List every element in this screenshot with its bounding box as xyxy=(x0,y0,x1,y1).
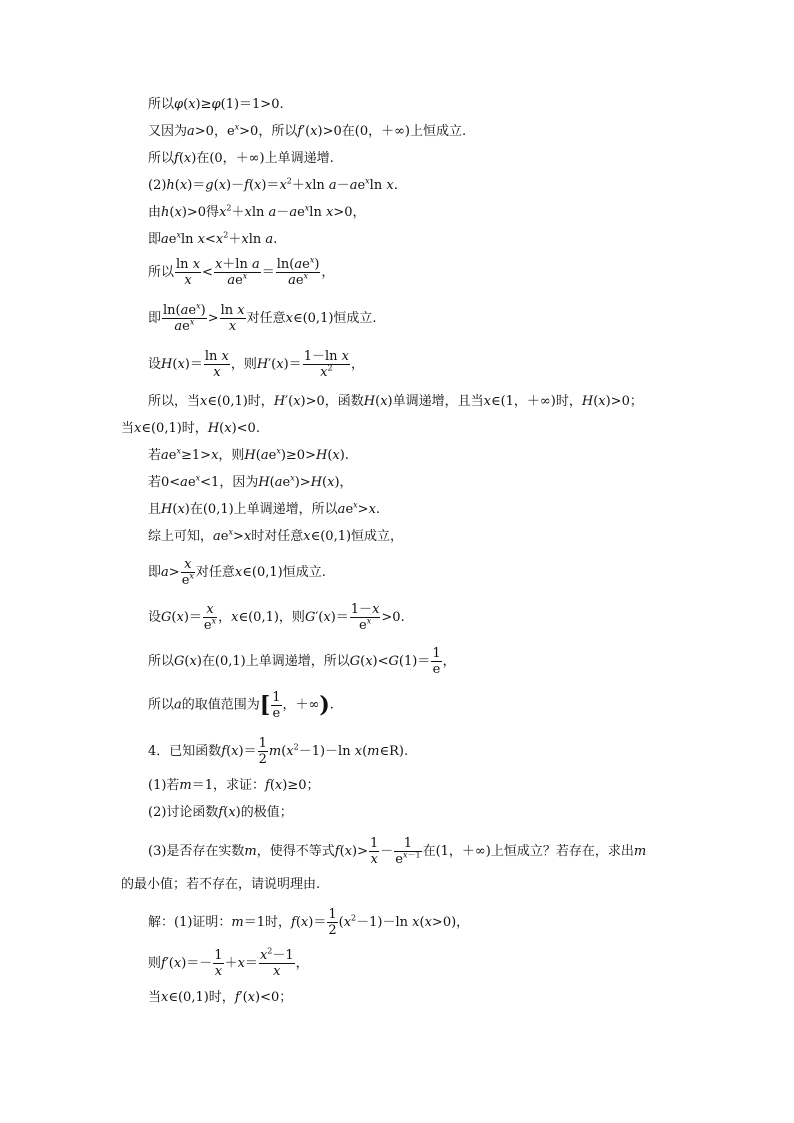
text-line: 所以f(x)在(0，＋∞)上单调递增. xyxy=(148,151,334,166)
text-line: 的最小值；若不存在，请说明理由. xyxy=(121,877,321,892)
text-line: (2)讨论函数f(x)的极值； xyxy=(148,805,293,820)
text-line: 所以 $\frac{\text{ln x}}{x}$ < $\frac{\text{x＋ln a}}{ae^x}$ ＝ $\frac{\ln(ae^x)}{ae^x}$ ， xyxy=(148,255,335,288)
text-line: 所以G(x)在(0,1)上单调递增，所以G(x)<G(1)＝ $\frac{1}{e}$ ， xyxy=(148,646,456,677)
text-line: 设G(x)＝ $\frac{x}{e^x}$ ，x∈(0,1)，则G′(x)＝ $\frac{1-x}{e^x}$ >0. xyxy=(148,602,405,633)
text-line: 若$0<ae^x<1$，因为$H(ae^x)>H(x)$， xyxy=(148,473,353,490)
text-line: 由h(x)>0得$x^2+xln$ $a-ae^x\ln$ x>0， xyxy=(148,203,366,220)
text-line: 所以，当x∈(0,1)时，H′(x)>0，函数H(x)单调递增，且当x∈(1，＋∞)时，H(x)>0； xyxy=(148,394,643,409)
text-line: $(2)h(x)=g(x)-f(x)=x^2+xln$ $a-ae^x\ln$ x. xyxy=(148,176,398,193)
text-line: 若$ae^x\ge 1>x$，则$H(ae^x)\ge 0>H(x)$. xyxy=(148,446,349,463)
text-line: 所以a的取值范围为[ $\frac{1}{e}$ ，＋∞). xyxy=(148,689,334,721)
solution-start: 解：(1)证明：m＝1时，f(x)＝ $\frac{1}{2}$ $(x^2-1)-\ln$ x(x>0)， xyxy=(148,907,470,938)
text-line: 且H(x)在(0,1)上单调递增，所以$ae^x>x$. xyxy=(148,500,381,517)
text-line: (3)是否存在实数m，使得不等式f(x)> $\frac{1}{x}$ － $\frac{1}{e^{x-1}}$ 在(1，＋∞)上恒成立？若存在，求出m xyxy=(148,836,647,867)
text-line: 即a> $\frac{x}{e^x}$ 对任意x∈(0,1)恒成立. xyxy=(148,557,326,588)
text-line: 所以φ(x)≥φ(1)＝1>0. xyxy=(148,97,284,112)
text-line: 设H(x)＝ $\frac{\text{ln x}}{x}$ ，则H′(x)＝ $\frac{\text{1－ln x}}{x^2}$ ， xyxy=(148,349,364,380)
text-line: 当x∈(0,1)时，f′(x)<0； xyxy=(148,990,293,1005)
text-line: 当x∈(0,1)时，H(x)<0. xyxy=(121,421,260,436)
problem-statement: 4．已知函数f(x)＝ $\frac{1}{2}$ $m(x^2-1)-\ln$ x(m∈R). xyxy=(148,736,409,767)
text-line: 则f′(x)＝－ $\frac{1}{x}$ ＋x＝ $\frac{x^2-1}{x}$ ， xyxy=(148,946,309,979)
text-line: 综上可知，$ae^x>x$时对任意x∈(0,1)恒成立， xyxy=(148,527,404,544)
text-line: 即 $\frac{\ln(ae^x)}{ae^x}$ > $\frac{\text{ln x}}{x}$ 对任意x∈(0,1)恒成立. xyxy=(148,301,377,334)
text-line: 又因为a>0，$e^x>0$，所以f′(x)>0在(0，＋∞)上恒成立. xyxy=(148,122,467,139)
text-line: (1)若m＝1，求证：f(x)≥0； xyxy=(148,778,320,793)
text-line: 即$ae^x\ln$ $x<x^2+xln$ a. xyxy=(148,230,278,247)
